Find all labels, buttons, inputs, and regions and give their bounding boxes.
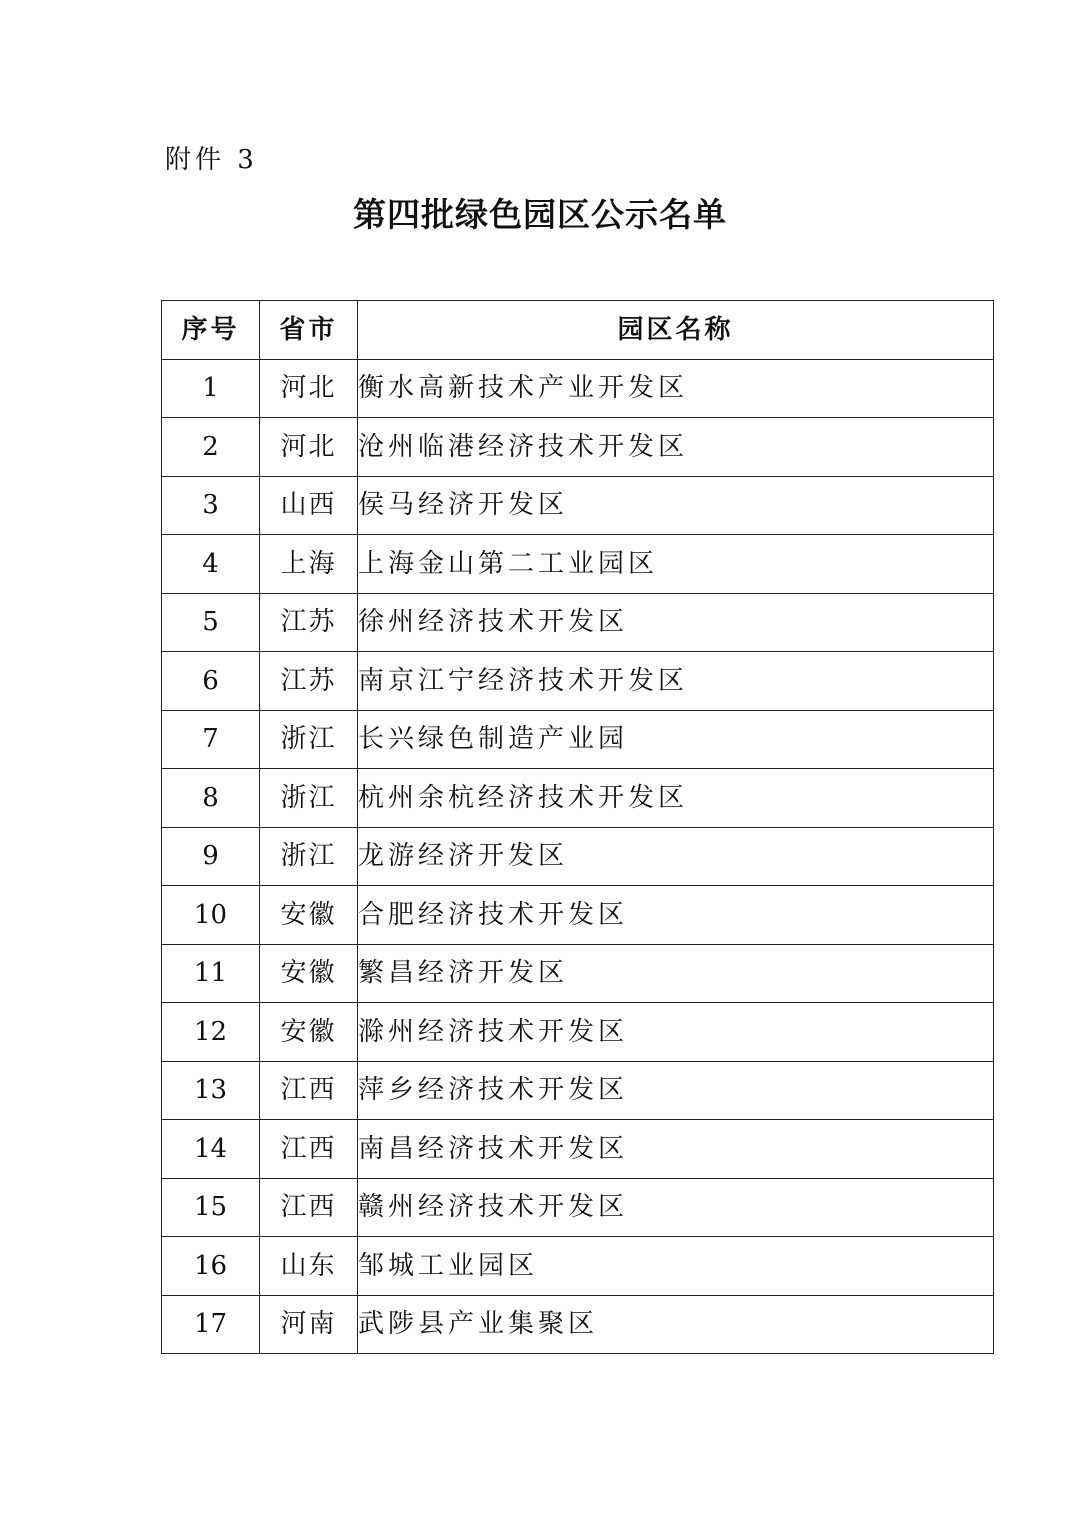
header-province: 省市 [260, 301, 358, 360]
table-row [162, 1061, 994, 1120]
cell-park-name: 长兴绿色制造产业园 [358, 710, 994, 769]
cell-province: 江苏 [260, 593, 358, 652]
cell-province: 上海 [260, 535, 358, 594]
cell-seq: 15 [162, 1178, 260, 1237]
cell-seq: 7 [162, 710, 260, 769]
cell-seq: 17 [162, 1295, 260, 1354]
cell-province: 安徽 [260, 944, 358, 1003]
cell-seq: 6 [162, 652, 260, 711]
cell-seq: 1 [162, 359, 260, 418]
cell-province: 河北 [260, 418, 358, 477]
cell-province: 江西 [260, 1120, 358, 1179]
cell-province: 浙江 [260, 769, 358, 828]
cell-seq: 8 [162, 769, 260, 828]
cell-seq: 11 [162, 944, 260, 1003]
cell-province: 安徽 [260, 1003, 358, 1062]
table-row [162, 827, 994, 886]
table-row [162, 710, 994, 769]
table-row [162, 535, 994, 594]
cell-province: 安徽 [260, 886, 358, 945]
cell-province: 河南 [260, 1295, 358, 1354]
table-row [162, 476, 994, 535]
cell-park-name: 邹城工业园区 [358, 1237, 994, 1296]
cell-park-name: 武陟县产业集聚区 [358, 1295, 994, 1354]
cell-province: 江苏 [260, 652, 358, 711]
cell-seq: 4 [162, 535, 260, 594]
cell-seq: 13 [162, 1061, 260, 1120]
cell-park-name: 萍乡经济技术开发区 [358, 1061, 994, 1120]
table-row [162, 886, 994, 945]
cell-province: 江西 [260, 1061, 358, 1120]
table-row [162, 359, 994, 418]
table-row [162, 418, 994, 477]
cell-park-name: 杭州余杭经济技术开发区 [358, 769, 994, 828]
cell-park-name: 侯马经济开发区 [358, 476, 994, 535]
cell-province: 山东 [260, 1237, 358, 1296]
cell-park-name: 滁州经济技术开发区 [358, 1003, 994, 1062]
document-title: 第四批绿色园区公示名单 [353, 195, 727, 234]
cell-park-name: 徐州经济技术开发区 [358, 593, 994, 652]
table-row [162, 593, 994, 652]
table-row [162, 1120, 994, 1179]
cell-park-name: 繁昌经济开发区 [358, 944, 994, 1003]
park-list-table [161, 300, 994, 1354]
cell-province: 浙江 [260, 827, 358, 886]
cell-park-name: 南昌经济技术开发区 [358, 1120, 994, 1179]
cell-park-name: 沧州临港经济技术开发区 [358, 418, 994, 477]
cell-seq: 3 [162, 476, 260, 535]
cell-province: 河北 [260, 359, 358, 418]
cell-province: 浙江 [260, 710, 358, 769]
cell-park-name: 衡水高新技术产业开发区 [358, 359, 994, 418]
cell-province: 山西 [260, 476, 358, 535]
header-park-name: 园区名称 [358, 301, 994, 360]
cell-seq: 16 [162, 1237, 260, 1296]
cell-seq: 12 [162, 1003, 260, 1062]
attachment-label: 附件 3 [165, 145, 258, 175]
cell-seq: 5 [162, 593, 260, 652]
cell-seq: 10 [162, 886, 260, 945]
table-row [162, 1003, 994, 1062]
cell-park-name: 赣州经济技术开发区 [358, 1178, 994, 1237]
header-seq: 序号 [162, 301, 260, 360]
cell-park-name: 龙游经济开发区 [358, 827, 994, 886]
table-row [162, 1295, 994, 1354]
table-row [162, 769, 994, 828]
cell-park-name: 合肥经济技术开发区 [358, 886, 994, 945]
table-row [162, 944, 994, 1003]
table-header-row [162, 301, 994, 360]
cell-seq: 9 [162, 827, 260, 886]
table-row [162, 652, 994, 711]
cell-seq: 14 [162, 1120, 260, 1179]
table-row [162, 1237, 994, 1296]
cell-park-name: 上海金山第二工业园区 [358, 535, 994, 594]
cell-seq: 2 [162, 418, 260, 477]
cell-province: 江西 [260, 1178, 358, 1237]
cell-park-name: 南京江宁经济技术开发区 [358, 652, 994, 711]
table-row [162, 1178, 994, 1237]
